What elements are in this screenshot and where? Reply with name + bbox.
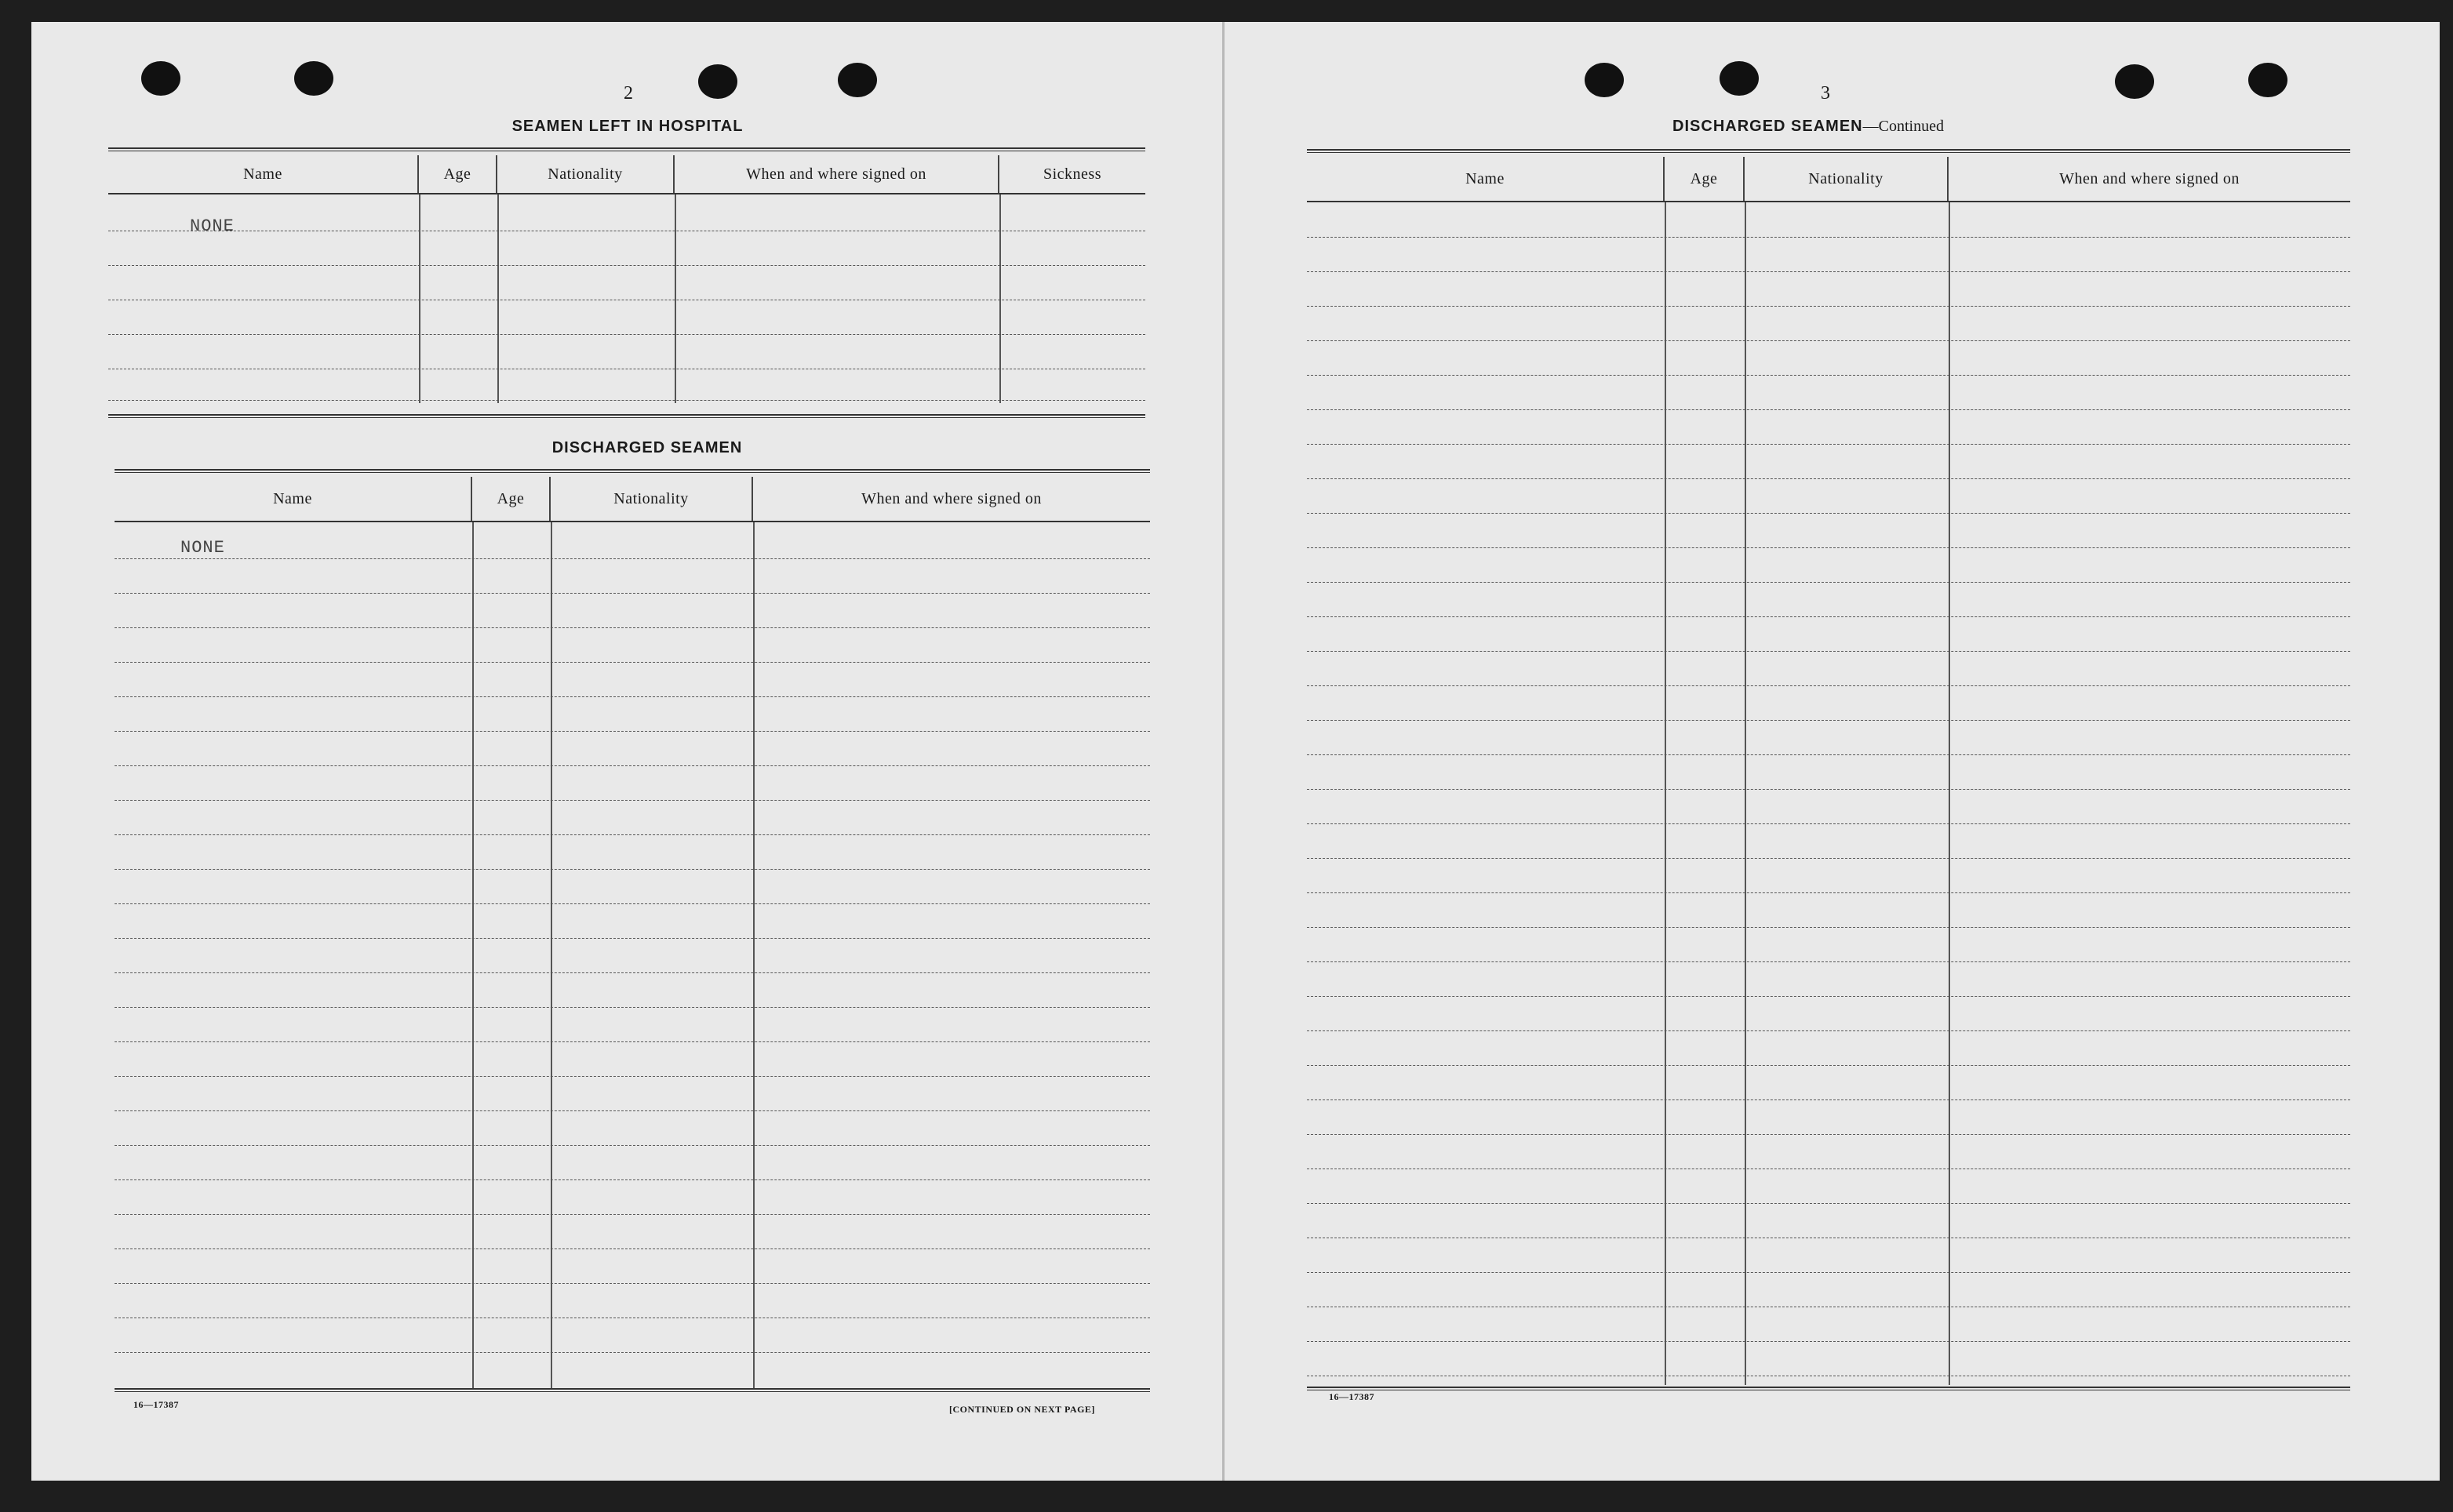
table-row xyxy=(115,1110,1150,1111)
table-row xyxy=(1307,513,2350,514)
table-row xyxy=(1307,444,2350,445)
table-row xyxy=(115,972,1150,973)
punch-hole xyxy=(1585,63,1624,97)
table-row xyxy=(115,834,1150,835)
table-row xyxy=(1307,582,2350,583)
table-row xyxy=(1307,685,2350,686)
col-header-age: Age xyxy=(472,477,551,521)
table-row xyxy=(1307,237,2350,238)
table-row xyxy=(1307,1030,2350,1031)
table-row xyxy=(115,1076,1150,1077)
table-row xyxy=(1307,961,2350,962)
hospital-entry-none: NONE xyxy=(190,216,235,236)
table-row xyxy=(1307,720,2350,721)
table-row xyxy=(115,593,1150,594)
discharged-table xyxy=(115,469,1150,1394)
col-header-age: Age xyxy=(1665,157,1745,201)
table-row xyxy=(115,938,1150,939)
table-row xyxy=(115,1283,1150,1284)
table-row xyxy=(1307,1134,2350,1135)
table-row xyxy=(1307,789,2350,790)
table-row xyxy=(1307,858,2350,859)
col-header-when-where: When and where signed on xyxy=(2059,169,2240,187)
table-row xyxy=(1307,754,2350,755)
table-row xyxy=(115,662,1150,663)
form-number: 16—17387 xyxy=(133,1399,179,1410)
table-row xyxy=(1307,823,2350,824)
page-fold xyxy=(1222,22,1225,1481)
table-row xyxy=(115,800,1150,801)
page-number: 3 xyxy=(1821,83,1830,104)
table-row xyxy=(1307,1203,2350,1204)
table-row xyxy=(115,696,1150,697)
col-header-when-where: When and where signed on xyxy=(675,155,999,193)
table-row xyxy=(1307,927,2350,928)
table-row xyxy=(1307,409,2350,410)
punch-hole xyxy=(838,63,877,97)
col-header-sickness: Sickness xyxy=(1043,165,1101,183)
punch-hole xyxy=(141,61,180,96)
col-header-age: Age xyxy=(419,155,497,193)
table-row xyxy=(115,1007,1150,1008)
table-row xyxy=(115,1145,1150,1146)
table-row xyxy=(115,1248,1150,1249)
table-row xyxy=(1307,375,2350,376)
table-row xyxy=(115,903,1150,904)
title-main: DISCHARGED SEAMEN xyxy=(1672,118,1863,135)
table-row xyxy=(1307,547,2350,548)
table-row xyxy=(1307,478,2350,479)
table-row xyxy=(1307,651,2350,652)
table-row xyxy=(1307,616,2350,617)
col-header-nationality: Nationality xyxy=(551,477,753,521)
discharged-entry-none: NONE xyxy=(180,538,225,558)
table-row xyxy=(108,265,1145,266)
hospital-section-title: SEAMEN LEFT IN HOSPITAL xyxy=(511,118,744,135)
table-row xyxy=(1307,1341,2350,1342)
table-row xyxy=(1307,996,2350,997)
table-row xyxy=(1307,340,2350,341)
table-row xyxy=(1307,1099,2350,1100)
col-header-name: Name xyxy=(115,477,472,521)
discharged-continued-table xyxy=(1307,149,2350,1394)
table-row xyxy=(115,627,1150,628)
table-row xyxy=(115,558,1150,559)
table-row xyxy=(115,765,1150,766)
table-row xyxy=(108,334,1145,335)
table-row xyxy=(1307,1065,2350,1066)
page-number: 2 xyxy=(624,83,633,104)
punch-hole xyxy=(2115,64,2154,99)
table-row xyxy=(115,869,1150,870)
table-row xyxy=(1307,892,2350,893)
col-header-when-where: When and where signed on xyxy=(861,489,1042,507)
punch-hole xyxy=(2248,63,2287,97)
continued-note: [CONTINUED ON NEXT PAGE] xyxy=(949,1404,1095,1415)
table-row xyxy=(1307,271,2350,272)
table-row xyxy=(115,1352,1150,1353)
col-header-name: Name xyxy=(1307,157,1665,201)
punch-hole xyxy=(698,64,737,99)
discharged-continued-title xyxy=(1573,118,2044,136)
punch-hole xyxy=(1720,61,1759,96)
col-header-nationality: Nationality xyxy=(1745,157,1949,201)
table-row xyxy=(115,1214,1150,1215)
punch-hole xyxy=(294,61,333,96)
form-number: 16—17387 xyxy=(1329,1391,1374,1402)
table-row xyxy=(115,1041,1150,1042)
table-row xyxy=(115,1179,1150,1180)
hospital-table xyxy=(108,147,1145,420)
table-row xyxy=(108,400,1145,401)
col-header-nationality: Nationality xyxy=(497,155,675,193)
col-header-name: Name xyxy=(108,155,419,193)
table-row xyxy=(1307,306,2350,307)
table-row xyxy=(1307,1272,2350,1273)
title-continued: —Continued xyxy=(1862,118,1944,135)
discharged-section-title: DISCHARGED SEAMEN xyxy=(551,439,743,456)
table-row xyxy=(115,731,1150,732)
